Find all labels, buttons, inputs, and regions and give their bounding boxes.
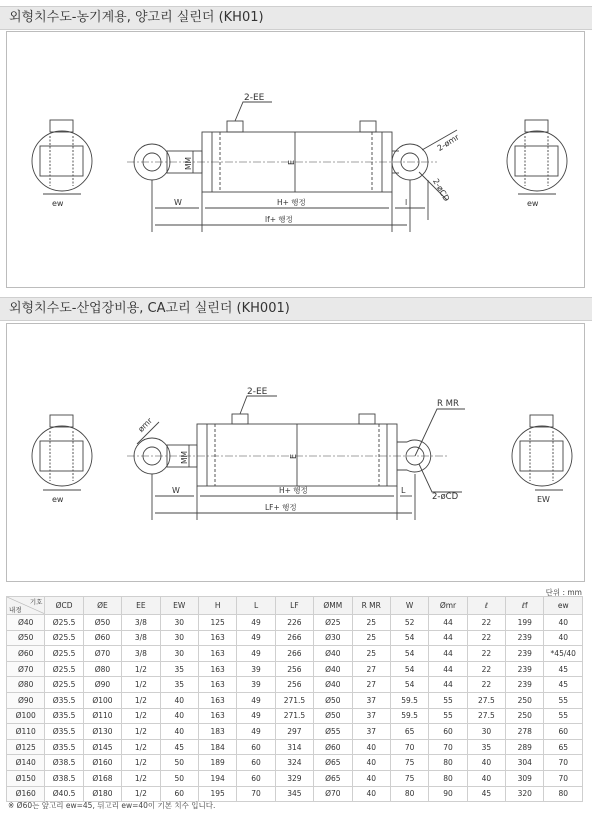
table-cell: 278	[506, 724, 544, 740]
table-cell: 3/8	[122, 615, 160, 631]
table-cell: 30	[467, 724, 505, 740]
table-cell: 40	[544, 630, 583, 646]
table-header-cell: ØCD	[45, 597, 83, 615]
table-cell: 163	[198, 677, 236, 693]
table-cell: 256	[275, 661, 313, 677]
table-cell: 40	[160, 724, 198, 740]
table-cell: Ø35.5	[45, 708, 83, 724]
table-cell: Ø25	[314, 615, 352, 631]
table-cell: 25	[352, 646, 390, 662]
table-cell: Ø40	[314, 646, 352, 662]
label2-ee: 2-EE	[247, 387, 268, 397]
table-cell: 49	[237, 692, 275, 708]
label-e: E	[287, 159, 296, 165]
table-cell: 184	[198, 739, 236, 755]
table-cell: 27.5	[467, 708, 505, 724]
table-cell: 22	[467, 630, 505, 646]
table-cell: 25	[352, 630, 390, 646]
label-ee: 2-EE	[244, 93, 265, 103]
table-cell: 1/2	[122, 786, 160, 802]
table-cell: 70	[544, 755, 583, 771]
table-cell: Ø25.5	[45, 615, 83, 631]
table-cell: 3/8	[122, 646, 160, 662]
table-cell: 60	[237, 755, 275, 771]
row-bore-cell: Ø50	[7, 630, 45, 646]
table-cell: 125	[198, 615, 236, 631]
table-cell: Ø25.5	[45, 646, 83, 662]
table-cell: 70	[237, 786, 275, 802]
table-body	[7, 615, 583, 802]
table-cell: Ø38.5	[45, 755, 83, 771]
table-cell: 70	[544, 770, 583, 786]
table-cell: 27	[352, 677, 390, 693]
table-cell: 37	[352, 724, 390, 740]
table-cell: 183	[198, 724, 236, 740]
table-cell: 55	[429, 692, 467, 708]
table-cell: 195	[198, 786, 236, 802]
table-cell: 45	[467, 786, 505, 802]
table-cell: 35	[160, 677, 198, 693]
table-cell: 297	[275, 724, 313, 740]
table-row	[7, 770, 583, 786]
table-cell: 55	[429, 708, 467, 724]
label-mr: 2-ømr	[435, 132, 461, 153]
table-cell: Ø38.5	[45, 770, 83, 786]
table-cell: 30	[160, 646, 198, 662]
label-ew-right: ew	[527, 199, 539, 208]
table-cell: 60	[237, 770, 275, 786]
spec-table	[6, 596, 583, 802]
table-cell: 289	[506, 739, 544, 755]
table-cell: 60	[237, 739, 275, 755]
row-bore-cell: Ø110	[7, 724, 45, 740]
label2-ew-right: EW	[537, 495, 550, 504]
label-cd: 2-øCD	[431, 177, 452, 203]
table-cell: 163	[198, 692, 236, 708]
row-bore-cell: Ø100	[7, 708, 45, 724]
table-cell: 239	[506, 646, 544, 662]
table-cell: Ø130	[83, 724, 121, 740]
table-cell: 50	[160, 755, 198, 771]
row-bore-cell: Ø125	[7, 739, 45, 755]
row-bore-cell: Ø70	[7, 661, 45, 677]
table-header-cell: ℓ	[467, 597, 505, 615]
table-cell: 60	[544, 724, 583, 740]
table-cell: 40	[352, 786, 390, 802]
table-cell: 49	[237, 708, 275, 724]
table-cell: 40	[160, 692, 198, 708]
table-cell: 1/2	[122, 739, 160, 755]
table-row	[7, 739, 583, 755]
table-cell: 80	[429, 755, 467, 771]
table-cell: 90	[429, 786, 467, 802]
table-cell: Ø80	[83, 661, 121, 677]
table-cell: 163	[198, 646, 236, 662]
table-cell: 329	[275, 770, 313, 786]
table-cell: 40	[352, 739, 390, 755]
table-cell: 40	[160, 708, 198, 724]
table-cell: 1/2	[122, 661, 160, 677]
table-cell: 314	[275, 739, 313, 755]
table-row	[7, 615, 583, 631]
table-cell: 45	[544, 661, 583, 677]
table-cell: 266	[275, 646, 313, 662]
table-cell: 54	[390, 661, 428, 677]
table-cell: 239	[506, 677, 544, 693]
row-bore-cell: Ø140	[7, 755, 45, 771]
label-mm: MM	[184, 157, 193, 170]
table-cell: 35	[160, 661, 198, 677]
table-cell: 163	[198, 708, 236, 724]
table-cell: 54	[390, 677, 428, 693]
table-cell: Ø40	[314, 661, 352, 677]
table-cell: 45	[544, 677, 583, 693]
table-cell: 194	[198, 770, 236, 786]
label-lf: lf+ 행정	[265, 215, 293, 224]
table-cell: Ø180	[83, 786, 121, 802]
table-cell: Ø40.5	[45, 786, 83, 802]
table-cell: Ø25.5	[45, 677, 83, 693]
table-cell: 80	[544, 786, 583, 802]
table-cell: 22	[467, 646, 505, 662]
table-cell: 52	[390, 615, 428, 631]
table-cell: 199	[506, 615, 544, 631]
corner-label-top: 기호	[29, 598, 43, 606]
table-cell: 44	[429, 615, 467, 631]
table-header-cell: EE	[122, 597, 160, 615]
table-cell: 70	[390, 739, 428, 755]
table-cell: 40	[544, 615, 583, 631]
table-cell: 1/2	[122, 708, 160, 724]
label2-lf: LF+ 행정	[265, 503, 297, 512]
table-header-cell: Ømr	[429, 597, 467, 615]
section1-drawing	[6, 31, 585, 288]
table-cell: 44	[429, 677, 467, 693]
section1-drawing-svg	[7, 32, 584, 287]
table-cell: 345	[275, 786, 313, 802]
section2-drawing	[6, 323, 585, 582]
table-cell: 44	[429, 646, 467, 662]
table-cell: 163	[198, 630, 236, 646]
label2-ew-left: ew	[52, 495, 64, 504]
table-cell: Ø70	[314, 786, 352, 802]
table-cell: 39	[237, 677, 275, 693]
table-cell: 30	[160, 615, 198, 631]
label2-e: E	[289, 453, 298, 459]
table-cell: 45	[160, 739, 198, 755]
table-header-row	[7, 597, 583, 615]
corner-label-bottom: 내경	[9, 606, 22, 614]
table-cell: 266	[275, 630, 313, 646]
table-cell: 163	[198, 661, 236, 677]
table-cell: 65	[544, 739, 583, 755]
label2-mr: ømr	[136, 416, 155, 434]
table-row	[7, 755, 583, 771]
table-cell: 59.5	[390, 708, 428, 724]
label-w: W	[174, 198, 182, 207]
table-cell: Ø35.5	[45, 739, 83, 755]
table-cell: Ø35.5	[45, 692, 83, 708]
table-cell: Ø65	[314, 770, 352, 786]
table-cell: 54	[390, 630, 428, 646]
section2-title: 외형치수도-산업장비용, CA고리 실린더 (KH001)	[0, 297, 592, 321]
row-bore-cell: Ø80	[7, 677, 45, 693]
table-cell: 44	[429, 630, 467, 646]
table-cell: 239	[506, 661, 544, 677]
table-cell: 27.5	[467, 692, 505, 708]
table-cell: 22	[467, 615, 505, 631]
footnote: ※ Ø60는 앞고리 ew=45, 뒤고리 ew=40이 기본 치수 입니다.	[8, 801, 216, 810]
table-cell: 1/2	[122, 692, 160, 708]
table-cell: Ø25.5	[45, 630, 83, 646]
row-bore-cell: Ø150	[7, 770, 45, 786]
table-cell: Ø110	[83, 708, 121, 724]
table-cell: Ø160	[83, 755, 121, 771]
table-cell: 75	[390, 770, 428, 786]
table-cell: 60	[160, 786, 198, 802]
table-cell: 324	[275, 755, 313, 771]
table-cell: 271.5	[275, 708, 313, 724]
table-cell: Ø60	[314, 739, 352, 755]
row-bore-cell: Ø40	[7, 615, 45, 631]
table-cell: 1/2	[122, 755, 160, 771]
table-cell: 80	[390, 786, 428, 802]
label-l: l	[405, 198, 408, 207]
table-cell: 55	[544, 708, 583, 724]
table-cell: 250	[506, 708, 544, 724]
table-cell: 70	[429, 739, 467, 755]
label2-w: W	[172, 486, 180, 495]
table-cell: 1/2	[122, 677, 160, 693]
table-cell: Ø35.5	[45, 724, 83, 740]
table-cell: 60	[429, 724, 467, 740]
row-bore-cell: Ø160	[7, 786, 45, 802]
table-cell: Ø100	[83, 692, 121, 708]
table-cell: 22	[467, 661, 505, 677]
table-cell: Ø25.5	[45, 661, 83, 677]
table-cell: Ø40	[314, 677, 352, 693]
table-cell: 25	[352, 615, 390, 631]
table-row	[7, 646, 583, 662]
table-cell: 37	[352, 708, 390, 724]
table-cell: Ø168	[83, 770, 121, 786]
table-header-cell: ℓf	[506, 597, 544, 615]
table-header-cell: LF	[275, 597, 313, 615]
table-cell: 65	[390, 724, 428, 740]
table-cell: 50	[160, 770, 198, 786]
table-cell: 239	[506, 630, 544, 646]
unit-label: 단위 : mm	[545, 588, 582, 597]
table-cell: 80	[429, 770, 467, 786]
table-cell: 189	[198, 755, 236, 771]
table-cell: 250	[506, 692, 544, 708]
table-cell: *45/40	[544, 646, 583, 662]
table-cell: 39	[237, 661, 275, 677]
table-header-cell: ØMM	[314, 597, 352, 615]
table-cell: Ø145	[83, 739, 121, 755]
table-cell: Ø90	[83, 677, 121, 693]
table-cell: 256	[275, 677, 313, 693]
row-bore-cell: Ø60	[7, 646, 45, 662]
table-cell: 49	[237, 630, 275, 646]
table-cell: 55	[544, 692, 583, 708]
table-row	[7, 708, 583, 724]
section1-title: 외형치수도-농기계용, 양고리 실린더 (KH01)	[0, 6, 592, 30]
table-row	[7, 692, 583, 708]
table-cell: 44	[429, 661, 467, 677]
table-cell: 304	[506, 755, 544, 771]
table-cell: Ø55	[314, 724, 352, 740]
table-header-cell: ew	[544, 597, 583, 615]
table-cell: 54	[390, 646, 428, 662]
table-cell: 49	[237, 646, 275, 662]
table-cell: 3/8	[122, 630, 160, 646]
label-h: H+ 행정	[277, 198, 306, 207]
label2-l: L	[401, 486, 406, 495]
table-cell: Ø60	[83, 630, 121, 646]
table-corner-header	[7, 597, 45, 615]
table-cell: Ø50	[314, 692, 352, 708]
label2-mm: MM	[180, 451, 189, 464]
table-header-cell: R MR	[352, 597, 390, 615]
table-cell: 49	[237, 724, 275, 740]
table-header-cell: EW	[160, 597, 198, 615]
table-cell: 37	[352, 692, 390, 708]
table-cell: 320	[506, 786, 544, 802]
table-cell: 40	[352, 755, 390, 771]
table-cell: 40	[467, 770, 505, 786]
table-cell: 1/2	[122, 724, 160, 740]
table-cell: 22	[467, 677, 505, 693]
table-row	[7, 724, 583, 740]
table-header-cell: W	[390, 597, 428, 615]
table-cell: 59.5	[390, 692, 428, 708]
table-cell: 49	[237, 615, 275, 631]
label2-rmr: R MR	[437, 399, 459, 409]
table-row	[7, 661, 583, 677]
table-cell: Ø50	[83, 615, 121, 631]
table-cell: Ø70	[83, 646, 121, 662]
table-cell: 27	[352, 661, 390, 677]
table-cell: 30	[160, 630, 198, 646]
table-cell: 309	[506, 770, 544, 786]
table-cell: 226	[275, 615, 313, 631]
table-header-cell: H	[198, 597, 236, 615]
table-cell: Ø50	[314, 708, 352, 724]
left-end-view-rod	[40, 146, 83, 176]
row-bore-cell: Ø90	[7, 692, 45, 708]
table-cell: 40	[352, 770, 390, 786]
label2-h: H+ 행정	[279, 486, 308, 495]
table-cell: 35	[467, 739, 505, 755]
table-cell: 271.5	[275, 692, 313, 708]
table-cell: 75	[390, 755, 428, 771]
label-ew-left: ew	[52, 199, 64, 208]
table-cell: Ø30	[314, 630, 352, 646]
table-cell: 40	[467, 755, 505, 771]
table-cell: 1/2	[122, 770, 160, 786]
table-cell: Ø65	[314, 755, 352, 771]
table-row	[7, 677, 583, 693]
table-header-cell: ØE	[83, 597, 121, 615]
table-row	[7, 630, 583, 646]
section2-drawing-svg	[7, 324, 584, 581]
table-header-cell: L	[237, 597, 275, 615]
label2-cd: 2-øCD	[432, 492, 459, 502]
